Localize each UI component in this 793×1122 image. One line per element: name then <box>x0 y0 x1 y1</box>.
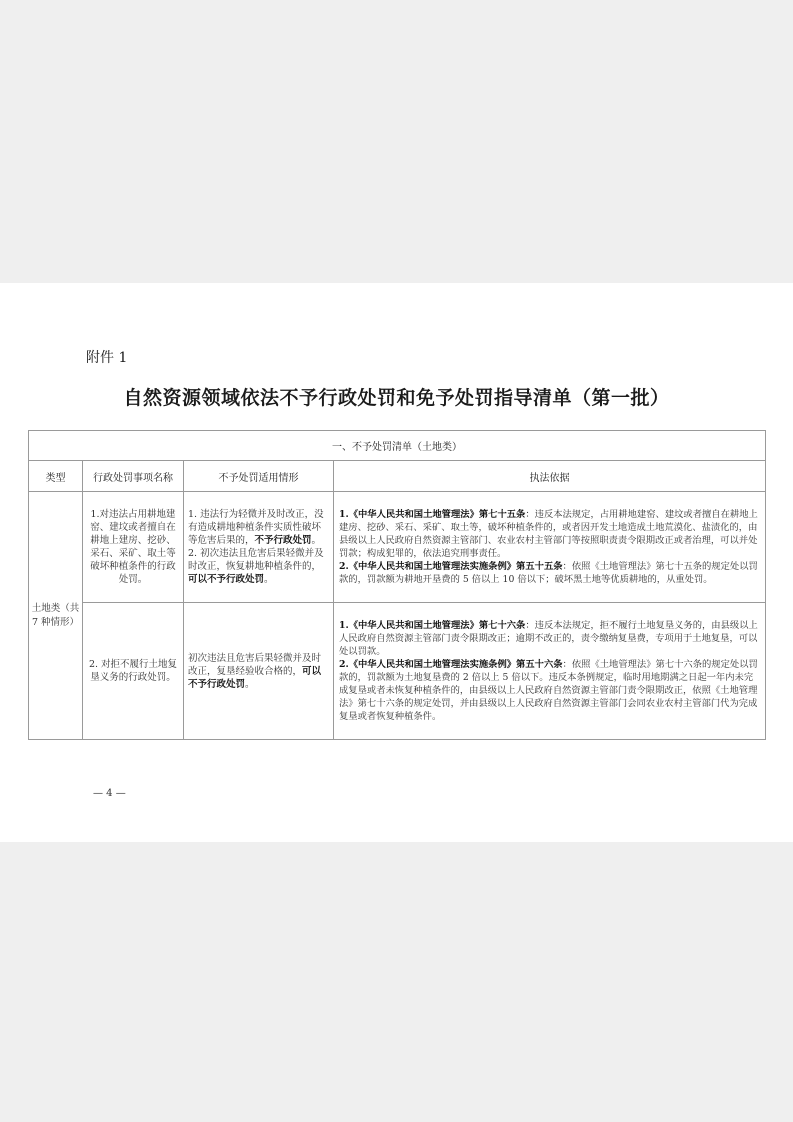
table-row <box>29 492 766 603</box>
document-page <box>0 283 793 842</box>
basis-law-reference: 2.《中华人民共和国土地管理法实施条例》第五十六条 <box>339 659 563 670</box>
header-category: 类型 <box>29 461 83 492</box>
document-title: 自然资源领域依法不予行政处罚和免予处罚指导清单（第一批） <box>123 387 670 409</box>
penalty-list-table <box>28 430 766 740</box>
basis-text: ：违反本法规定，占用耕地建窑、建坟或者擅自在耕地上建房、挖砂、采石、采矿、取土等，破坏种植条件的，或者因开发土地造成土地荒漠化、盐渍化的，由县级以上人民政府自然资源主管部门、农业农村主管部门等按照职责责令限期改正或者治理，可以并处罚款；构成犯罪的，依法追究刑事责任。 <box>339 509 758 559</box>
condition-conclusion: 不予行政处罚 <box>254 535 312 546</box>
item-cell: 1.对违法占用耕地建窑、建坟或者擅自在耕地上建房、挖砂、采石、采矿、取土等破坏种植条件的行政处罚。 <box>83 492 184 603</box>
table-row <box>29 603 766 740</box>
condition-text: 初次违法且危害后果轻微并及时改正，复垦经验收合格的， <box>188 652 322 677</box>
basis-law-reference: 1.《中华人民共和国土地管理法》第七十五条 <box>339 509 526 520</box>
basis-cell <box>334 492 766 603</box>
table-header-row <box>29 461 766 492</box>
condition-end: 。 <box>311 535 322 546</box>
page-number: — 4 — <box>93 788 126 799</box>
item-cell: 2. 对拒不履行土地复垦义务的行政处罚。 <box>83 603 184 740</box>
condition-end: 。 <box>264 574 274 585</box>
condition-conclusion: 可以不予行政处罚 <box>188 665 322 690</box>
condition-text: 2. 初次违法且危害后果轻微并及时改正，恢复耕地种植条件的， <box>188 548 324 572</box>
basis-cell <box>334 603 766 740</box>
condition-cell <box>184 603 334 740</box>
condition-text: 1. 违法行为轻微并及时改正，没有造成耕地种植条件实质性破坏等危害后果的， <box>188 509 324 546</box>
attachment-label: 附件 1 <box>86 350 128 366</box>
section-title: 一、不予处罚清单（土地类） <box>29 431 766 461</box>
condition-conclusion: 可以不予行政处罚 <box>188 574 265 585</box>
header-item: 行政处罚事项名称 <box>83 461 184 492</box>
header-basis: 执法依据 <box>334 461 766 492</box>
category-cell: 土地类（共 7 种情形） <box>29 492 83 740</box>
basis-law-reference: 2.《中华人民共和国土地管理法实施条例》第五十五条 <box>339 561 563 572</box>
basis-text: ：依照《土地管理法》第七十六条的规定处以罚款的，罚款额为土地复垦费的 2 倍以上 5 倍以下。违反本条例规定，临时用地期满之日起一年内未完成复垦或者未恢复种植条件的，由县级以上人民政府自然资源主管部门责令限期改正，依照《土地管理法》第七十六条的规定处罚，并由县级以上人民政府自然资源主管部门会同农业农村主管部门代为完成复垦或者恢复种植条件。 <box>339 659 758 722</box>
basis-law-reference: 1.《中华人民共和国土地管理法》第七十六条 <box>339 620 526 631</box>
basis-text: ：违反本法规定，拒不履行土地复垦义务的，由县级以上人民政府自然资源主管部门责令限期改正；逾期不改正的，责令缴纳复垦费，专项用于土地复垦，可以处以罚款。 <box>339 620 758 657</box>
condition-end: 。 <box>245 678 255 690</box>
header-condition: 不予处罚适用情形 <box>184 461 334 492</box>
basis-text: ：依照《土地管理法》第七十五条的规定处以罚款的，罚款额为耕地开垦费的 5 倍以上 10 倍以下；破坏黑土地等优质耕地的，从重处罚。 <box>339 561 758 585</box>
condition-cell <box>184 492 334 603</box>
